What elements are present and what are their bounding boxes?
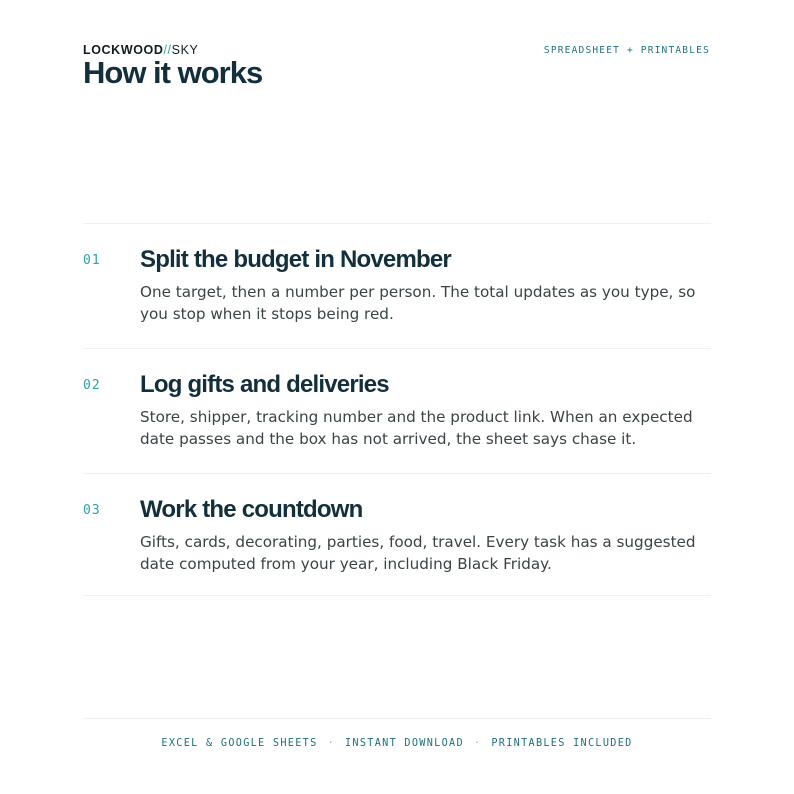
step-title: Split the budget in November	[140, 246, 451, 273]
footer-separator: ·	[327, 738, 335, 749]
step-content	[140, 224, 711, 348]
footer-item-download: INSTANT DOWNLOAD	[344, 738, 464, 749]
step-description: Gifts, cards, decorating, parties, food, travel. Every task has a suggested date computed from your year, including Black Friday.	[140, 533, 696, 573]
step-title: Log gifts and deliveries	[140, 371, 389, 398]
step-number: 03	[83, 503, 101, 518]
footer-item-format: EXCEL & GOOGLE SHEETS	[161, 738, 318, 749]
footer-item-printables: PRINTABLES INCLUDED	[491, 738, 633, 749]
step-item	[83, 223, 711, 348]
footer-separator: ·	[473, 738, 482, 749]
step-number: 01	[83, 253, 101, 268]
footer-divider	[83, 718, 711, 719]
step-title: Work the countdown	[140, 496, 363, 523]
product-tagline: SPREADSHEET + PRINTABLES	[543, 45, 710, 56]
step-content	[140, 474, 711, 595]
step-item	[83, 473, 711, 596]
step-content	[140, 349, 711, 473]
brand-name-part1: LOCKWOOD	[83, 43, 164, 57]
brand-separator: //	[163, 43, 172, 57]
step-description: One target, then a number per person. The total updates as you type, so you stop when it stops being red.	[140, 283, 696, 323]
footer-features	[0, 738, 794, 749]
steps-list	[83, 223, 711, 596]
step-description: Store, shipper, tracking number and the product link. When an expected date passes and the box has not arrived, the sheet says chase it.	[140, 408, 693, 448]
step-item	[83, 348, 711, 473]
page-title: How it works	[83, 55, 263, 90]
step-number: 02	[83, 378, 101, 393]
brand-name-part2: SKY	[171, 43, 199, 57]
